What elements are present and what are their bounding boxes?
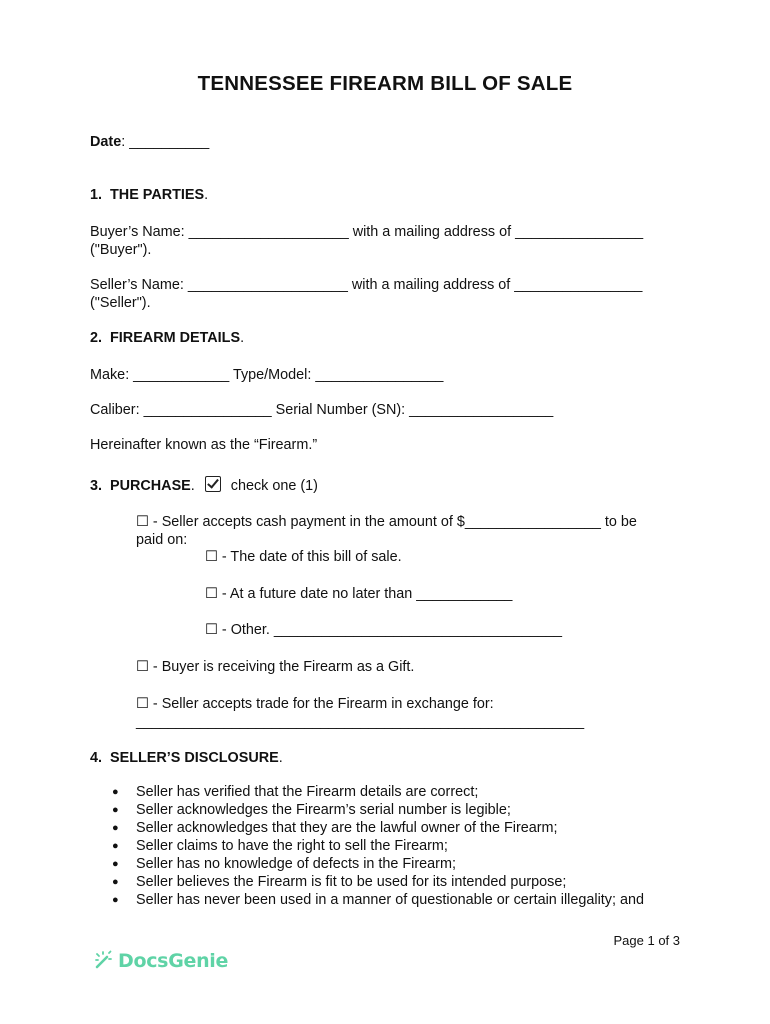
buyer-label: ("Buyer"). [90, 242, 152, 258]
seller-label: ("Seller"). [90, 295, 151, 311]
check-one-note: check one (1) [230, 478, 318, 494]
cash-paid-on-label: paid on: [136, 532, 188, 548]
list-item: ● Seller acknowledges the Firearm’s serial number is legible; [112, 801, 644, 819]
list-item: ● Seller has never been used in a manner of questionable or certain illegality; and [112, 891, 644, 909]
section-title: FIREARM DETAILS [110, 330, 241, 346]
section-number: 4. [90, 750, 103, 766]
magic-wand-icon [94, 950, 114, 975]
page-number: Page 1 of 3 [613, 933, 680, 948]
list-item: ● Seller acknowledges that they are the lawful owner of the Firearm; [112, 819, 644, 837]
brand-logo [94, 950, 228, 975]
cash-payment-option[interactable]: ☐ - Seller accepts cash payment in the amount of $_________________ to be [136, 514, 637, 530]
section-title: PURCHASE [110, 478, 191, 494]
section-period: . [278, 750, 283, 766]
gift-option[interactable]: ☐ - Buyer is receiving the Firearm as a Gift. [136, 659, 415, 675]
buyer-name-line[interactable]: Buyer’s Name: ____________________ with a mailing address of ________________ [90, 224, 644, 240]
list-item: ● Seller claims to have the right to sell the Firearm; [112, 837, 644, 855]
list-item: ● Seller has verified that the Firearm details are correct; [112, 783, 644, 801]
list-item: ● Seller believes the Firearm is fit to be used for its intended purpose; [112, 873, 644, 891]
section-number: 1. [90, 187, 103, 203]
section-title: SELLER’S DISCLOSURE [110, 750, 279, 766]
date-line [90, 133, 209, 151]
section-heading-disclosure [90, 749, 283, 767]
document-title: TENNESSEE FIREARM BILL OF SALE [197, 72, 573, 95]
list-item: ● Seller has no knowledge of defects in the Firearm; [112, 855, 644, 873]
section-heading-firearm-details [90, 329, 244, 347]
option-other[interactable]: ☐ - Other. ____________________________________ [205, 622, 563, 638]
make-model-line[interactable]: Make: ____________ Type/Model: ________________ [90, 367, 444, 383]
checkmark-icon [205, 476, 221, 492]
section-period: . [240, 330, 245, 346]
section-heading-parties [90, 186, 208, 204]
section-number: 3. [90, 478, 103, 494]
hereinafter-text: Hereinafter known as the “Firearm.” [90, 437, 318, 453]
seller-name-line[interactable]: Seller’s Name: ____________________ with a mailing address of ________________ [90, 277, 643, 293]
section-title: THE PARTIES [110, 187, 205, 203]
section-number: 2. [90, 330, 103, 346]
date-label: Date [90, 134, 122, 150]
option-future-date[interactable]: ☐ - At a future date no later than ____________ [205, 586, 513, 602]
section-period: . [204, 187, 209, 203]
trade-option[interactable]: ☐ - Seller accepts trade for the Firearm in exchange for: [136, 696, 494, 712]
section-heading-purchase [90, 476, 318, 495]
date-blank[interactable]: : __________ [121, 134, 210, 150]
caliber-serial-line[interactable]: Caliber: ________________ Serial Number (SN): __________________ [90, 402, 554, 418]
trade-blank[interactable]: ________________________________________________________ [136, 714, 585, 730]
brand-name: DocsGenie [118, 950, 229, 972]
section-period: . [190, 478, 195, 494]
option-bill-of-sale-date[interactable]: ☐ - The date of this bill of sale. [205, 549, 402, 565]
disclosure-list [112, 783, 644, 909]
